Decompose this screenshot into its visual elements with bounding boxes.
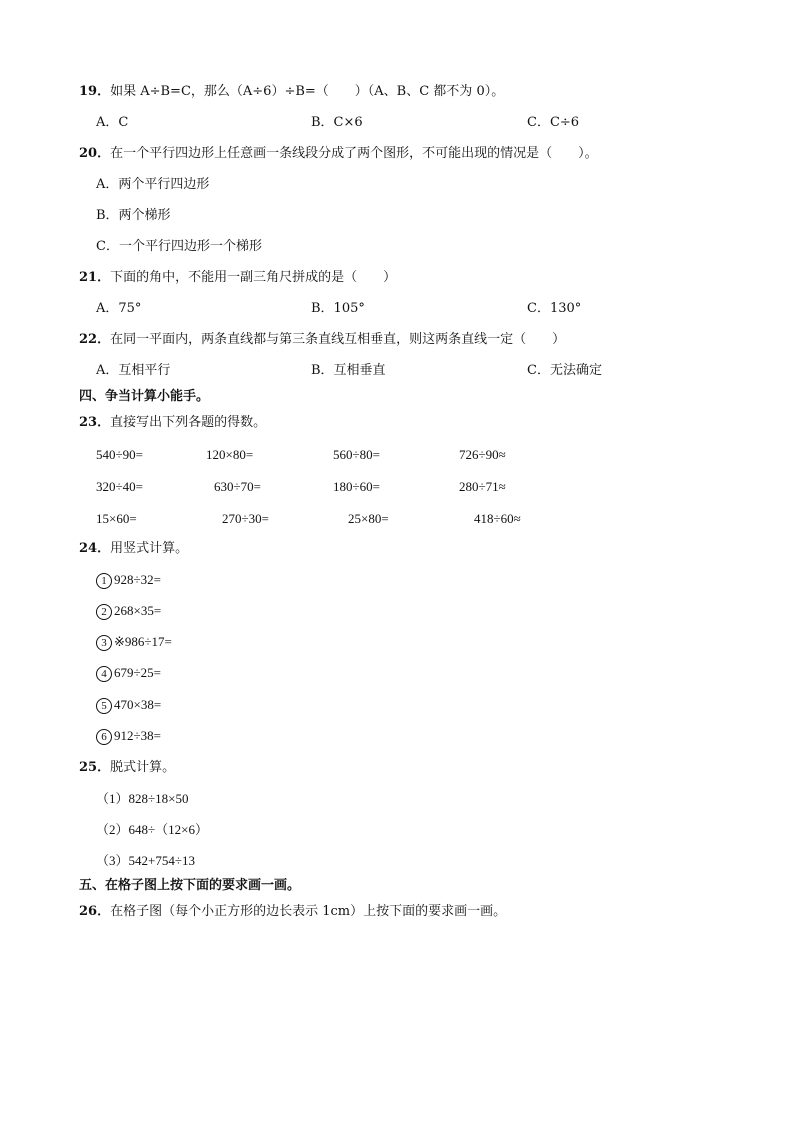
q21-option-b[interactable]: B．105°	[311, 301, 365, 316]
question-number: 25．	[79, 760, 111, 775]
mental-calc-item: 180÷60=	[333, 479, 380, 494]
question-number: 19．	[79, 84, 111, 99]
circled-number: 5	[96, 698, 112, 714]
circled-number: 6	[96, 729, 112, 745]
q20-option-c[interactable]: C．一个平行四边形一个梯形	[96, 239, 262, 254]
circled-number: 2	[96, 604, 112, 620]
question-number: 22．	[79, 332, 111, 347]
question-21	[79, 270, 396, 286]
q20-option-b[interactable]: B．两个梯形	[96, 208, 171, 223]
q21-option-a[interactable]: A．75°	[96, 301, 142, 316]
question-text: 如果 A÷B=C，那么（A÷6）÷B=（ ）（A、B、C 都不为 0）。	[110, 84, 505, 99]
circled-number: 1	[96, 573, 112, 589]
circled-number: 3	[96, 635, 112, 651]
question-text: 在同一平面内，两条直线都与第三条直线互相垂直，则这两条直线一定（ ）	[110, 332, 566, 347]
q19-option-a[interactable]: A．C	[96, 115, 129, 130]
mental-calc-item: 540÷90=	[96, 447, 143, 462]
vertical-calc-item: 5 470×38=	[96, 697, 161, 714]
question-20	[79, 146, 598, 162]
q22-option-a[interactable]: A．互相平行	[96, 363, 171, 378]
question-25	[79, 760, 175, 776]
question-text: 用竖式计算。	[110, 541, 189, 556]
mental-calc-item: 418÷60≈	[474, 511, 521, 526]
mental-calc-item: 280÷71≈	[459, 479, 506, 494]
mental-calc-item: 15×60=	[96, 511, 137, 526]
q21-option-c[interactable]: C．130°	[527, 301, 582, 316]
section-heading-5: 五、在格子图上按下面的要求画一画。	[79, 878, 301, 893]
question-number: 21．	[79, 270, 111, 285]
mental-calc-item: 560÷80=	[333, 447, 380, 462]
question-text: 脱式计算。	[110, 760, 176, 775]
vertical-calc-item: 4 679÷25=	[96, 665, 161, 682]
question-text: 下面的角中，不能用一副三角尺拼成的是（ ）	[110, 270, 397, 285]
vertical-calc-item: 1 928÷32=	[96, 572, 161, 589]
mental-calc-item: 320÷40=	[96, 479, 143, 494]
section-heading-4: 四、争当计算小能手。	[79, 389, 210, 404]
vertical-calc-item: 6 912÷38=	[96, 728, 161, 745]
mental-calc-item: 630÷70=	[214, 479, 261, 494]
question-number: 23．	[79, 415, 111, 430]
question-number: 26．	[79, 904, 111, 919]
question-number: 24．	[79, 541, 111, 556]
circled-number: 4	[96, 666, 112, 682]
question-24	[79, 541, 188, 557]
q19-option-b[interactable]: B．C×6	[311, 115, 363, 130]
vertical-calc-item: 3 ※986÷17=	[96, 634, 172, 651]
q22-option-b[interactable]: B．互相垂直	[311, 363, 386, 378]
stepwise-calc-item: （3）542+754÷13	[96, 853, 195, 868]
question-text: 直接写出下列各题的得数。	[110, 415, 267, 430]
question-23	[79, 415, 266, 431]
mental-calc-item: 25×80=	[348, 511, 389, 526]
stepwise-calc-item: （2）648÷（12×6）	[96, 822, 208, 837]
question-number: 20．	[79, 146, 111, 161]
q19-option-c[interactable]: C．C÷6	[527, 115, 580, 130]
q22-option-c[interactable]: C．无法确定	[527, 363, 602, 378]
vertical-calc-item: 2 268×35=	[96, 603, 161, 620]
q20-option-a[interactable]: A．两个平行四边形	[96, 177, 210, 192]
question-19	[79, 84, 504, 100]
question-text: 在一个平行四边形上任意画一条线段分成了两个图形，不可能出现的情况是（ ）。	[110, 146, 598, 161]
mental-calc-item: 270÷30=	[222, 511, 269, 526]
question-text: 在格子图（每个小正方形的边长表示 1cm）上按下面的要求画一画。	[110, 904, 507, 919]
question-26	[79, 904, 506, 920]
stepwise-calc-item: （1）828÷18×50	[96, 791, 189, 806]
mental-calc-item: 726÷90≈	[459, 447, 506, 462]
question-22	[79, 332, 565, 348]
mental-calc-item: 120×80=	[206, 447, 254, 462]
